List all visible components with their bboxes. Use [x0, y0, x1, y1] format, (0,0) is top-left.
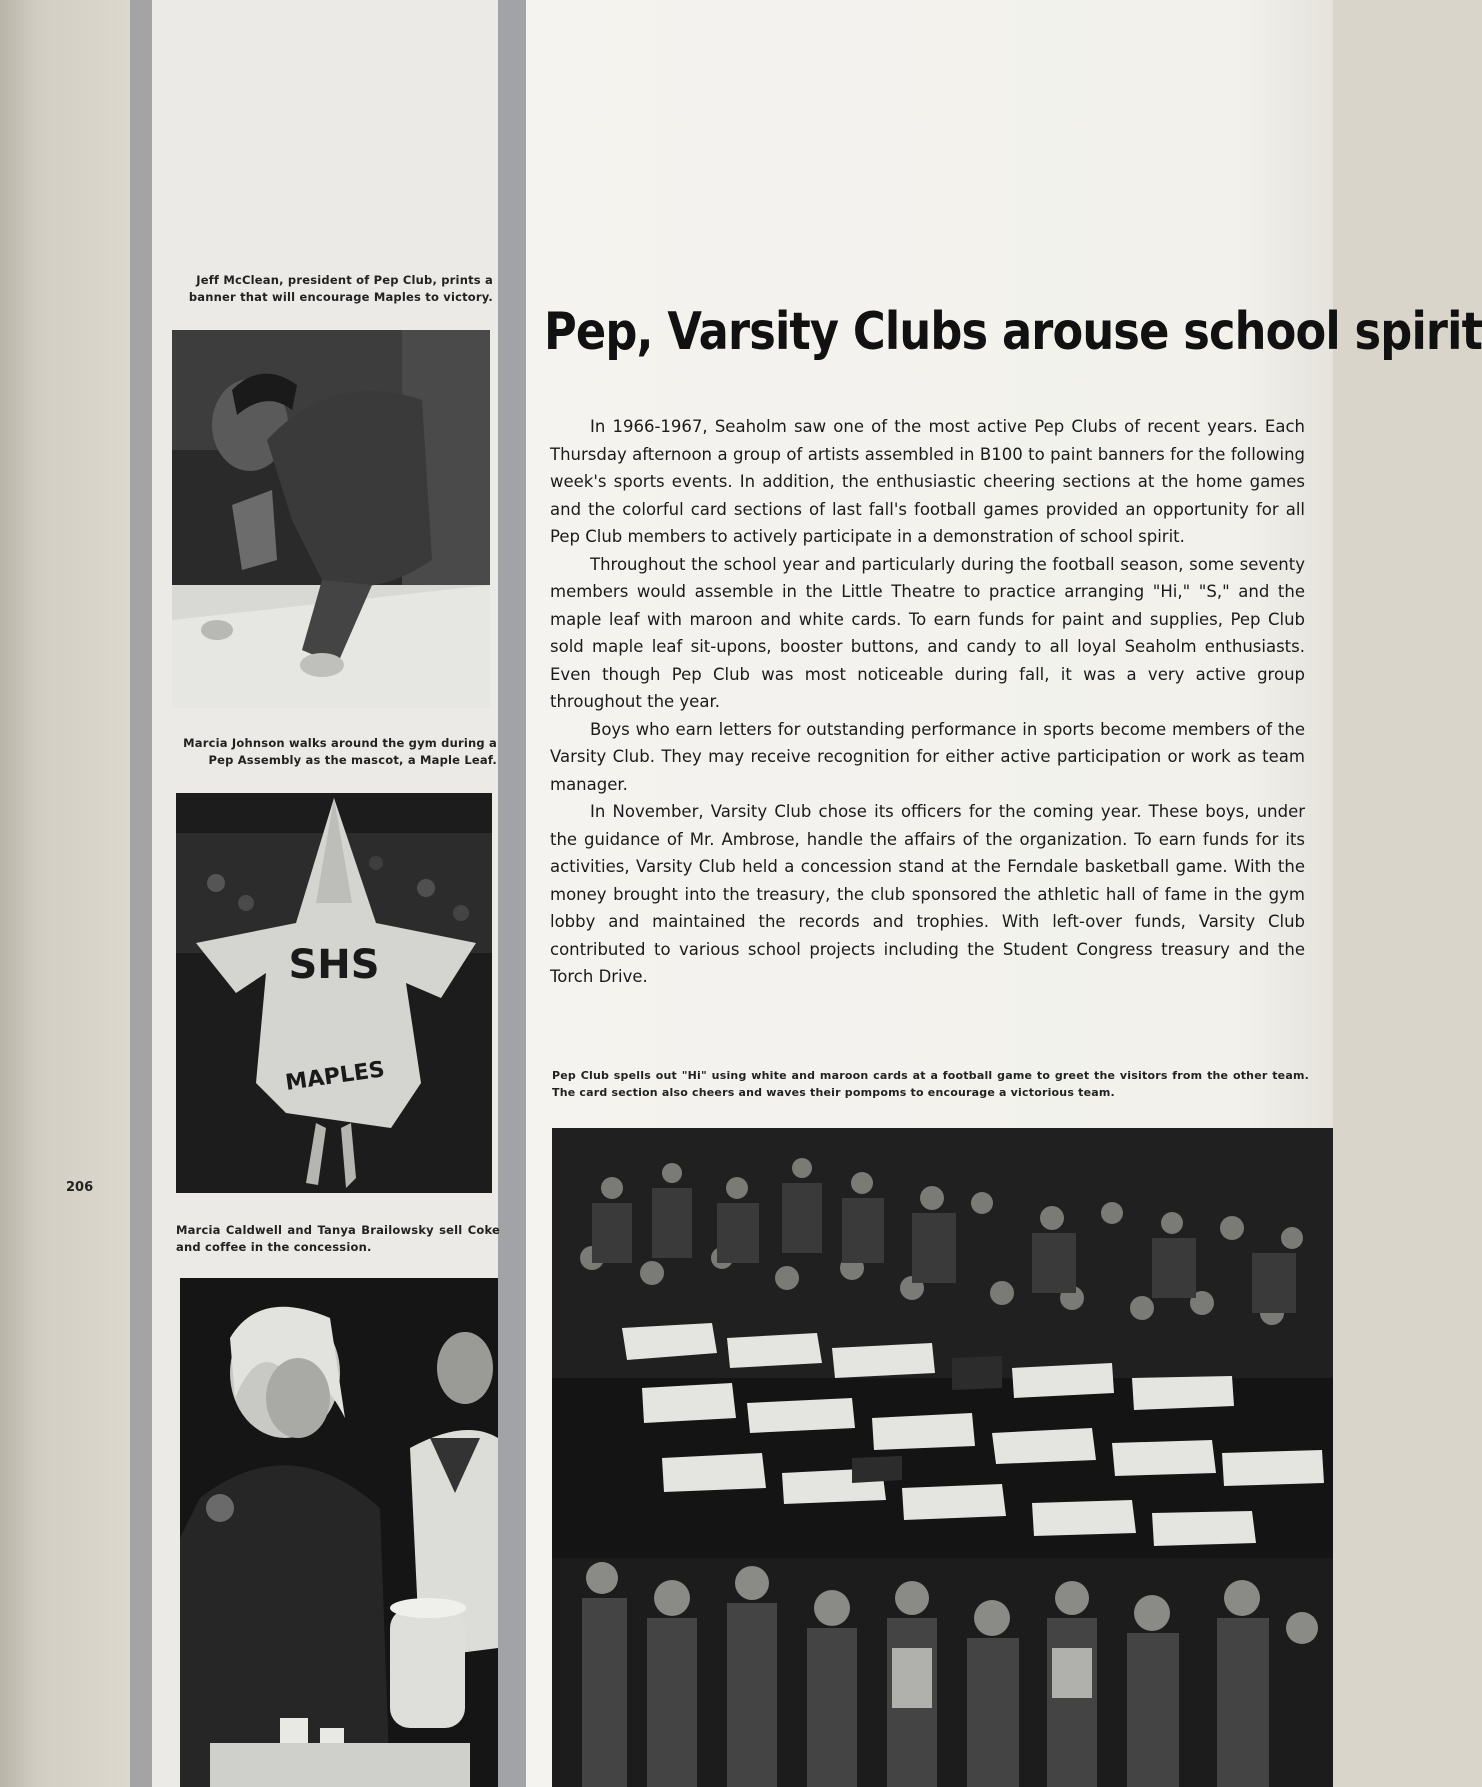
photo-maple-leaf-mascot — [176, 793, 492, 1193]
article-paragraph: Throughout the school year and particularly during the football season, some seventy members would assemble in the Little Theatre to practice arranging "Hi," "S," and the maple leaf with maroon and white cards. To earn funds for paint and supplies, Pep Club sold maple leaf sit-upons, booster buttons, and candy to all loyal Seaholm enthusiasts. Even though Pep Club was most noticeable during fall, it was a very active group throughout the year. — [550, 554, 1305, 711]
article-paragraph: In November, Varsity Club chose its officers for the coming year. These boys, under the guidance of Mr. Ambrose, handle the affairs of the organization. To earn funds for its activities, Varsity Club held a concession stand at the Ferndale basketball game. With the money brought into the treasury, the club sponsored the athletic hall of fame in the gym lobby and maintained the records and trophies. With left-over funds, Varsity Club contributed to various school projects including the Student Congress treasury and the Torch Drive. — [550, 802, 1305, 986]
caption-card-section: Pep Club spells out "Hi" using white and maroon cards at a football game to greet the visitors from the other team. The card section also cheers and waves their pompoms to encourage a victorious team. — [552, 1069, 1309, 1099]
caption-concession: Marcia Caldwell and Tanya Brailowsky sell Coke and coffee in the concession. — [176, 1223, 500, 1254]
mascot-front-text: SHS — [288, 942, 380, 988]
photo-concession-stand — [180, 1278, 498, 1787]
page-number: 206 — [66, 1180, 94, 1195]
page-binding-shadow — [0, 0, 130, 1787]
photo-banner-painting — [172, 330, 490, 708]
page-headline: Pep, Varsity Clubs arouse school spirit — [544, 302, 1482, 362]
photo-card-section-crowd — [552, 1128, 1333, 1787]
left-gray-strip — [130, 0, 152, 1787]
article-body — [550, 413, 1305, 991]
caption-banner: Jeff McClean, president of Pep Club, prints a banner that will encourage Maples to victory. — [188, 273, 493, 304]
caption-mascot: Marcia Johnson walks around the gym during a Pep Assembly as the mascot, a Maple Leaf. — [183, 736, 497, 767]
column-gutter-strip — [498, 0, 526, 1787]
mascot-hem-text: MAPLES — [283, 1057, 387, 1096]
article-paragraph: Boys who earn letters for outstanding performance in sports become members of the Varsity Club. They may receive recognition for either active participation or work as team manager. — [550, 719, 1305, 794]
article-paragraph: In 1966-1967, Seaholm saw one of the most active Pep Clubs of recent years. Each Thursday afternoon a group of artists assembled in B100 to paint banners for the following week's sports events. In addition, the enthusiastic cheering sections at the home games and the colorful card sections of last fall's football games provided an opportunity for all Pep Club members to actively participate in a demonstration of school spirit. — [550, 417, 1305, 546]
